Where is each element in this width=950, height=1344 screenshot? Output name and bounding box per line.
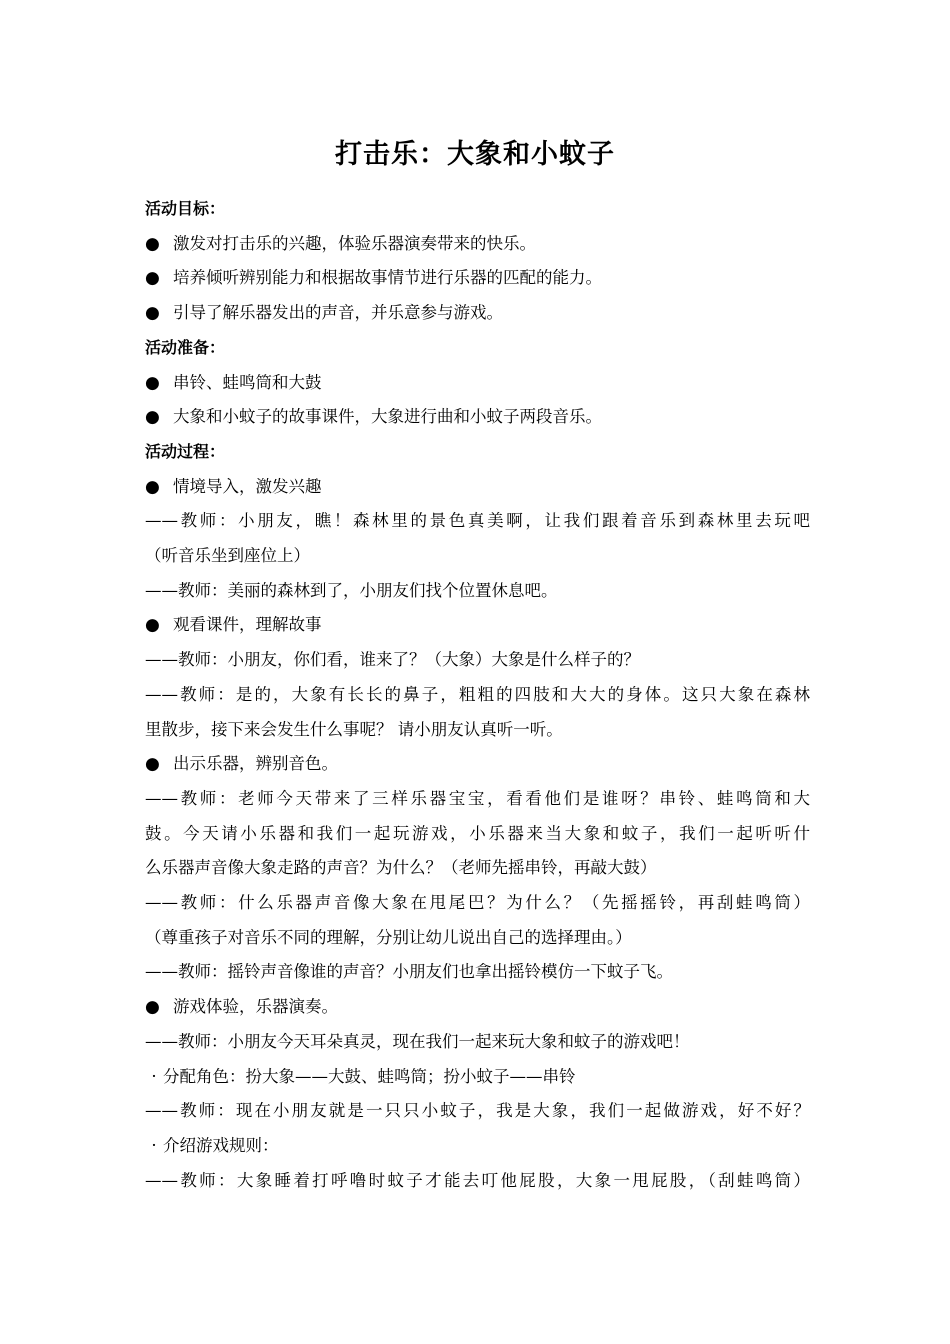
prep-heading: 活动准备： [145, 337, 226, 357]
goals-heading: 活动目标： [145, 199, 226, 218]
step-text: 情境导入，激发兴趣 [173, 476, 322, 496]
step-item [145, 608, 810, 643]
step-text: 出示乐器，辨别音色。 [173, 754, 338, 774]
paragraph-line: ——教师：小朋友，你们看，谁来了？（大象）大象是什么样子的？ [145, 650, 640, 670]
paragraph-line: ——教师：小朋友，瞧！森林里的景色真美啊，让我们跟着音乐到森林里去玩吧 [145, 511, 810, 531]
bullet-icon: ● [145, 615, 160, 636]
bullet-icon: ● [145, 997, 160, 1018]
prep-item [145, 366, 810, 401]
goal-item [145, 227, 810, 262]
bullet-icon: ● [145, 407, 160, 428]
sub-item [145, 1060, 810, 1095]
prep-text: 大象和小蚊子的故事课件，大象进行曲和小蚊子两段音乐。 [173, 407, 602, 427]
paragraph-line: （听音乐坐到座位上） [145, 546, 310, 566]
paragraph-line: （尊重孩子对音乐不同的理解，分别让幼儿说出自己的选择理由。） [145, 927, 632, 947]
paragraph-line: ——教师：美丽的森林到了，小朋友们找个位置休息吧。 [145, 580, 558, 600]
prep-item [145, 400, 810, 435]
goal-text: 培养倾听辨别能力和根据故事情节进行乐器的匹配的能力。 [173, 268, 602, 288]
paragraph-line: ——教师：大象睡着打呼噜时蚊子才能去叮他屁股，大象一甩屁股，（刮蛙鸣筒） [145, 1170, 810, 1190]
bullet-icon: ● [145, 303, 160, 324]
paragraph-line: ——教师：老师今天带来了三样乐器宝宝，看看他们是谁呀？串铃、蛙鸣筒和大 [145, 788, 810, 808]
sub-item-text: 介绍游戏规则： [163, 1135, 279, 1155]
goal-text: 激发对打击乐的兴趣，体验乐器演奏带来的快乐。 [173, 233, 536, 253]
bullet-icon: ● [145, 268, 160, 289]
paragraph-line: 里散步，接下来会发生什么事呢？ 请小朋友认真听一听。 [145, 719, 563, 739]
dot-icon: · [151, 1066, 157, 1086]
goal-text: 引导了解乐器发出的声音，并乐意参与游戏。 [173, 303, 503, 323]
sub-item [145, 1129, 810, 1164]
paragraph-line: ——教师：摇铃声音像谁的声音？小朋友们也拿出摇铃模仿一下蚊子飞。 [145, 962, 673, 982]
page-title: 打击乐：大象和小蚊子 [335, 139, 615, 170]
document-body [145, 192, 810, 1198]
goal-item [145, 296, 810, 331]
step-item [145, 470, 810, 505]
step-text: 游戏体验，乐器演奏。 [173, 997, 338, 1017]
step-text: 观看课件，理解故事 [173, 615, 322, 635]
prep-text: 串铃、蛙鸣筒和大鼓 [173, 372, 322, 392]
step-item [145, 747, 810, 782]
paragraph-line: ——教师：小朋友今天耳朵真灵，现在我们一起来玩大象和蚊子的游戏吧！ [145, 1031, 690, 1051]
bullet-icon: ● [145, 233, 160, 254]
sub-item-text: 分配角色：扮大象——大鼓、蛙鸣筒；扮小蚊子——串铃 [163, 1066, 576, 1086]
paragraph-line: ——教师：是的，大象有长长的鼻子，粗粗的四肢和大大的身体。这只大象在森林 [145, 684, 810, 704]
paragraph-line: 鼓。今天请小乐器和我们一起玩游戏，小乐器来当大象和蚊子，我们一起听听什 [145, 823, 810, 843]
goal-item [145, 261, 810, 296]
paragraph-line: 么乐器声音像大象走路的声音？为什么？（老师先摇串铃，再敲大鼓） [145, 858, 657, 878]
step-item [145, 990, 810, 1025]
bullet-icon: ● [145, 476, 160, 497]
bullet-icon: ● [145, 372, 160, 393]
bullet-icon: ● [145, 754, 160, 775]
dot-icon: · [151, 1135, 157, 1155]
paragraph-line: ——教师：现在小朋友就是一只只小蚊子，我是大象，我们一起做游戏，好不好？ [145, 1101, 810, 1121]
process-heading: 活动过程： [145, 441, 226, 461]
paragraph-line: ——教师：什么乐器声音像大象在甩尾巴？为什么？（先摇摇铃，再刮蛙鸣筒） [145, 893, 810, 913]
